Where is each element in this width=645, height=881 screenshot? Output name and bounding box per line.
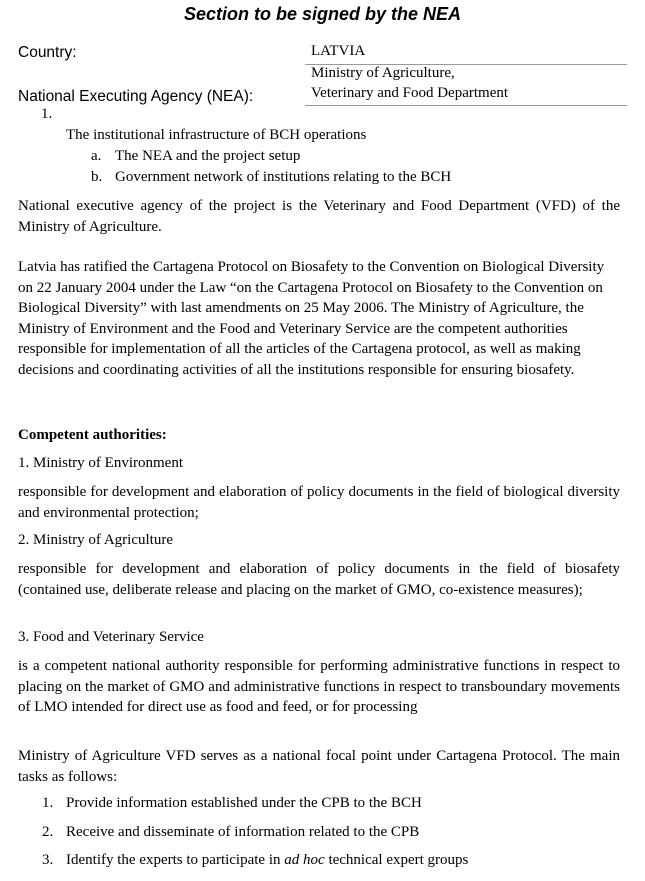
outline-item-text: The NEA and the project setup (115, 148, 301, 164)
task-number: 2. (42, 824, 54, 840)
paragraph-nea: National executive agency of the project is the Veterinary and Food Department (VFD) of the Ministry of Agriculture. (18, 198, 620, 235)
task-number: 3. (42, 852, 54, 868)
authority-title: 3. Food and Veterinary Service (18, 629, 204, 645)
task-text: Provide information established under the CPB to the BCH (66, 795, 422, 811)
nea-underline (305, 105, 627, 106)
authority-description: responsible for development and elaboration of policy documents in the field of biosafety (contained use, deliberate release and placing on the market of GMO, co-existence measures); (18, 561, 620, 598)
authorities-heading: Competent authorities: (18, 427, 167, 443)
outline-heading: The institutional infrastructure of BCH operations (66, 127, 367, 143)
outline-item-marker: b. (91, 169, 103, 185)
authority-description: is a competent national authority responsible for performing administrative functions in respect to placing on the market of GMO and administrative functions in respect to transboundary movements of LMO intended for direct use as food and feed, or for processing (18, 658, 620, 715)
country-label: Country: (18, 44, 77, 61)
nea-value-line2: Veterinary and Food Department (311, 85, 509, 101)
outline-item-marker: a. (91, 148, 102, 164)
nea-value-line1: Ministry of Agriculture, (311, 65, 455, 81)
task-text: Receive and disseminate of information related to the CPB (66, 824, 420, 840)
authority-title: 2. Ministry of Agriculture (18, 532, 173, 548)
task-text-part: technical expert groups (324, 852, 469, 868)
task-text-part: Identify the experts to participate in (66, 852, 285, 868)
focal-point-intro: Ministry of Agriculture VFD serves as a national focal point under Cartagena Protocol. The main tasks as follows: (18, 748, 620, 785)
nea-label: National Executing Agency (NEA): (18, 88, 254, 105)
authority-title: 1. Ministry of Environment (18, 455, 183, 471)
task-text-italic: ad hoc (284, 852, 325, 868)
country-value: LATVIA (311, 43, 366, 59)
task-number: 1. (42, 795, 54, 811)
outline-item-text: Government network of institutions relating to the BCH (115, 169, 452, 185)
paragraph-ratification: Latvia has ratified the Cartagena Protocol on Biosafety to the Convention on Biological Diversity on 22 January 2004 under the Law “on the Cartagena Protocol on Biosafety to the Convention on Biological Diversity” with last amendments on 25 May 2006. The Ministry of Agriculture, the Ministry of Environment and the Food and Veterinary Service are the competent authorities responsible for implementation of all the articles of the Cartagena protocol, as well as making decisions and coordinating activities of all the institutions responsible for ensuring biosafety. (18, 259, 605, 378)
authority-description: responsible for development and elaboration of policy documents in the field of biological diversity and environmental protection; (18, 484, 620, 521)
section-title: Section to be signed by the NEA (183, 4, 462, 24)
task-text (66, 852, 468, 869)
outline-number: 1. (41, 106, 53, 122)
